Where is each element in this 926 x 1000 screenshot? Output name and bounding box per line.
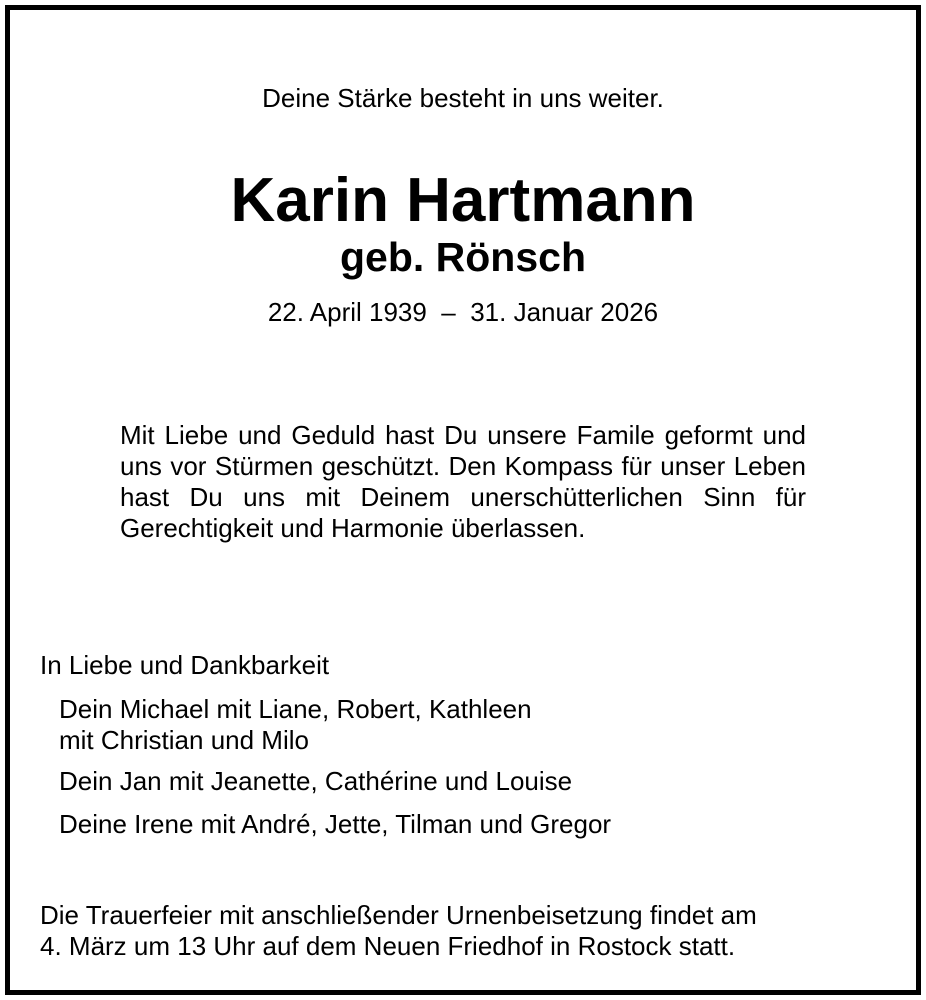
- family-entry-line: Dein Jan mit Jeanette, Cathérine und Louise: [59, 766, 573, 796]
- service-line: Die Trauerfeier mit anschließender Urnenbeisetzung findet am: [40, 900, 757, 930]
- tribute-paragraph: Mit Liebe und Geduld hast Du unsere Famile geformt und uns vor Stürmen geschützt. Den Kompass für unser Leben hast Du uns mit Deinem unerschütterlichen Sinn für Gerechtigkeit und Harmonie überlassen.: [120, 420, 806, 543]
- family-entry-line: mit Christian und Milo: [59, 725, 309, 755]
- motto: Deine Stärke besteht in uns weiter.: [262, 83, 664, 113]
- deceased-name: Karin Hartmann: [230, 166, 696, 235]
- family-entry-michael: [59, 694, 532, 756]
- service-announcement: [40, 900, 900, 962]
- closing-line: In Liebe und Dankbarkeit: [40, 650, 330, 680]
- life-dates: 22. April 1939 – 31. Januar 2026: [267, 297, 659, 327]
- service-line: 4. März um 13 Uhr auf dem Neuen Friedhof in Rostock statt.: [40, 931, 736, 961]
- family-entry-line: Deine Irene mit André, Jette, Tilman und Gregor: [59, 809, 612, 839]
- family-entry-irene: [59, 809, 611, 840]
- family-entry-line: Dein Michael mit Liane, Robert, Kathleen: [59, 694, 532, 724]
- family-entry-jan: [59, 766, 572, 797]
- maiden-name: geb. Rönsch: [339, 234, 587, 280]
